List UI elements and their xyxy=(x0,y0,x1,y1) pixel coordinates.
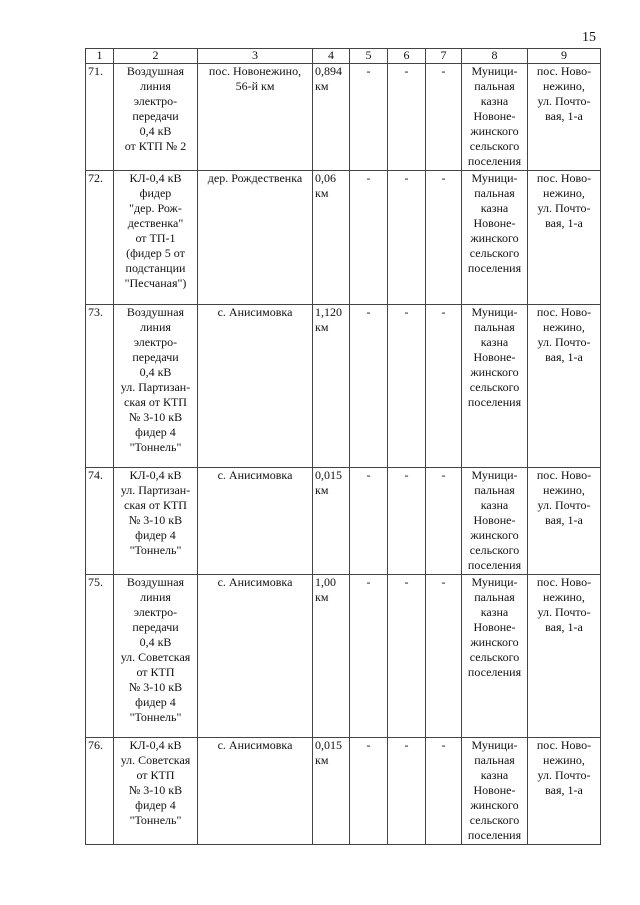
owner-address: пос. Ново- нежино, ул. Почто- вая, 1-а xyxy=(528,64,601,171)
column-6-value: - xyxy=(388,171,426,305)
owner-address: пос. Ново- нежино, ул. Почто- вая, 1-а xyxy=(528,468,601,575)
object-location: с. Анисимовка xyxy=(198,738,313,845)
object-name: Воздушная линия электро- передачи 0,4 кВ ул. Советская от КТП № 3-10 кВ фидер 4 "Тоннель" xyxy=(114,575,198,738)
column-6-value: - xyxy=(388,575,426,738)
column-header: 6 xyxy=(388,49,426,64)
owner: Муници- пальная казна Новоне- жинского сельского поселения xyxy=(462,575,528,738)
object-length: 0,894 км xyxy=(313,64,350,171)
row-number: 72. xyxy=(86,171,114,305)
table-row xyxy=(86,64,601,171)
column-6-value: - xyxy=(388,64,426,171)
owner: Муници- пальная казна Новоне- жинского сельского поселения xyxy=(462,305,528,468)
column-7-value: - xyxy=(426,575,462,738)
object-length: 0,015 км xyxy=(313,738,350,845)
object-location: пос. Новонежино, 56-й км xyxy=(198,64,313,171)
column-7-value: - xyxy=(426,468,462,575)
column-5-value: - xyxy=(350,64,388,171)
table-row xyxy=(86,171,601,305)
table-row xyxy=(86,575,601,738)
column-5-value: - xyxy=(350,468,388,575)
column-5-value: - xyxy=(350,575,388,738)
object-length: 1,120 км xyxy=(313,305,350,468)
table-row xyxy=(86,468,601,575)
object-length: 0,06 км xyxy=(313,171,350,305)
owner: Муници- пальная казна Новоне- жинского сельского поселения xyxy=(462,468,528,575)
column-6-value: - xyxy=(388,738,426,845)
object-name: КЛ-0,4 кВ ул. Партизан- ская от КТП № 3-10 кВ фидер 4 "Тоннель" xyxy=(114,468,198,575)
object-name: Воздушная линия электро- передачи 0,4 кВ от КТП № 2 xyxy=(114,64,198,171)
page-number: 15 xyxy=(582,30,596,45)
object-location: с. Анисимовка xyxy=(198,575,313,738)
column-5-value: - xyxy=(350,171,388,305)
row-number: 75. xyxy=(86,575,114,738)
column-number-row xyxy=(86,49,601,64)
object-name: Воздушная линия электро- передачи 0,4 кВ ул. Партизан- ская от КТП № 3-10 кВ фидер 4 "Тоннель" xyxy=(114,305,198,468)
column-7-value: - xyxy=(426,738,462,845)
owner: Муници- пальная казна Новоне- жинского сельского поселения xyxy=(462,171,528,305)
object-name: КЛ-0,4 кВ ул. Советская от КТП № 3-10 кВ фидер 4 "Тоннель" xyxy=(114,738,198,845)
column-header: 9 xyxy=(528,49,601,64)
object-length: 0,015 км xyxy=(313,468,350,575)
object-length: 1,00 км xyxy=(313,575,350,738)
column-6-value: - xyxy=(388,468,426,575)
row-number: 73. xyxy=(86,305,114,468)
column-header: 7 xyxy=(426,49,462,64)
table-row xyxy=(86,305,601,468)
owner: Муници- пальная казна Новоне- жинского сельского поселения xyxy=(462,64,528,171)
owner-address: пос. Ново- нежино, ул. Почто- вая, 1-а xyxy=(528,575,601,738)
object-location: дер. Рождественка xyxy=(198,171,313,305)
owner-address: пос. Ново- нежино, ул. Почто- вая, 1-а xyxy=(528,738,601,845)
object-location: с. Анисимовка xyxy=(198,305,313,468)
column-7-value: - xyxy=(426,171,462,305)
column-7-value: - xyxy=(426,64,462,171)
owner-address: пос. Ново- нежино, ул. Почто- вая, 1-а xyxy=(528,305,601,468)
column-6-value: - xyxy=(388,305,426,468)
table-row xyxy=(86,738,601,845)
column-header: 1 xyxy=(86,49,114,64)
column-header: 2 xyxy=(114,49,198,64)
owner: Муници- пальная казна Новоне- жинского сельского поселения xyxy=(462,738,528,845)
object-name: КЛ-0,4 кВ фидер "дер. Рож- дественка" от ТП-1 (фидер 5 от подстанции "Песчаная") xyxy=(114,171,198,305)
row-number: 71. xyxy=(86,64,114,171)
row-number: 74. xyxy=(86,468,114,575)
column-7-value: - xyxy=(426,305,462,468)
column-5-value: - xyxy=(350,738,388,845)
column-header: 3 xyxy=(198,49,313,64)
object-location: с. Анисимовка xyxy=(198,468,313,575)
owner-address: пос. Ново- нежино, ул. Почто- вая, 1-а xyxy=(528,171,601,305)
column-header: 4 xyxy=(313,49,350,64)
column-5-value: - xyxy=(350,305,388,468)
column-header: 8 xyxy=(462,49,528,64)
row-number: 76. xyxy=(86,738,114,845)
column-header: 5 xyxy=(350,49,388,64)
registry-table xyxy=(85,48,601,845)
